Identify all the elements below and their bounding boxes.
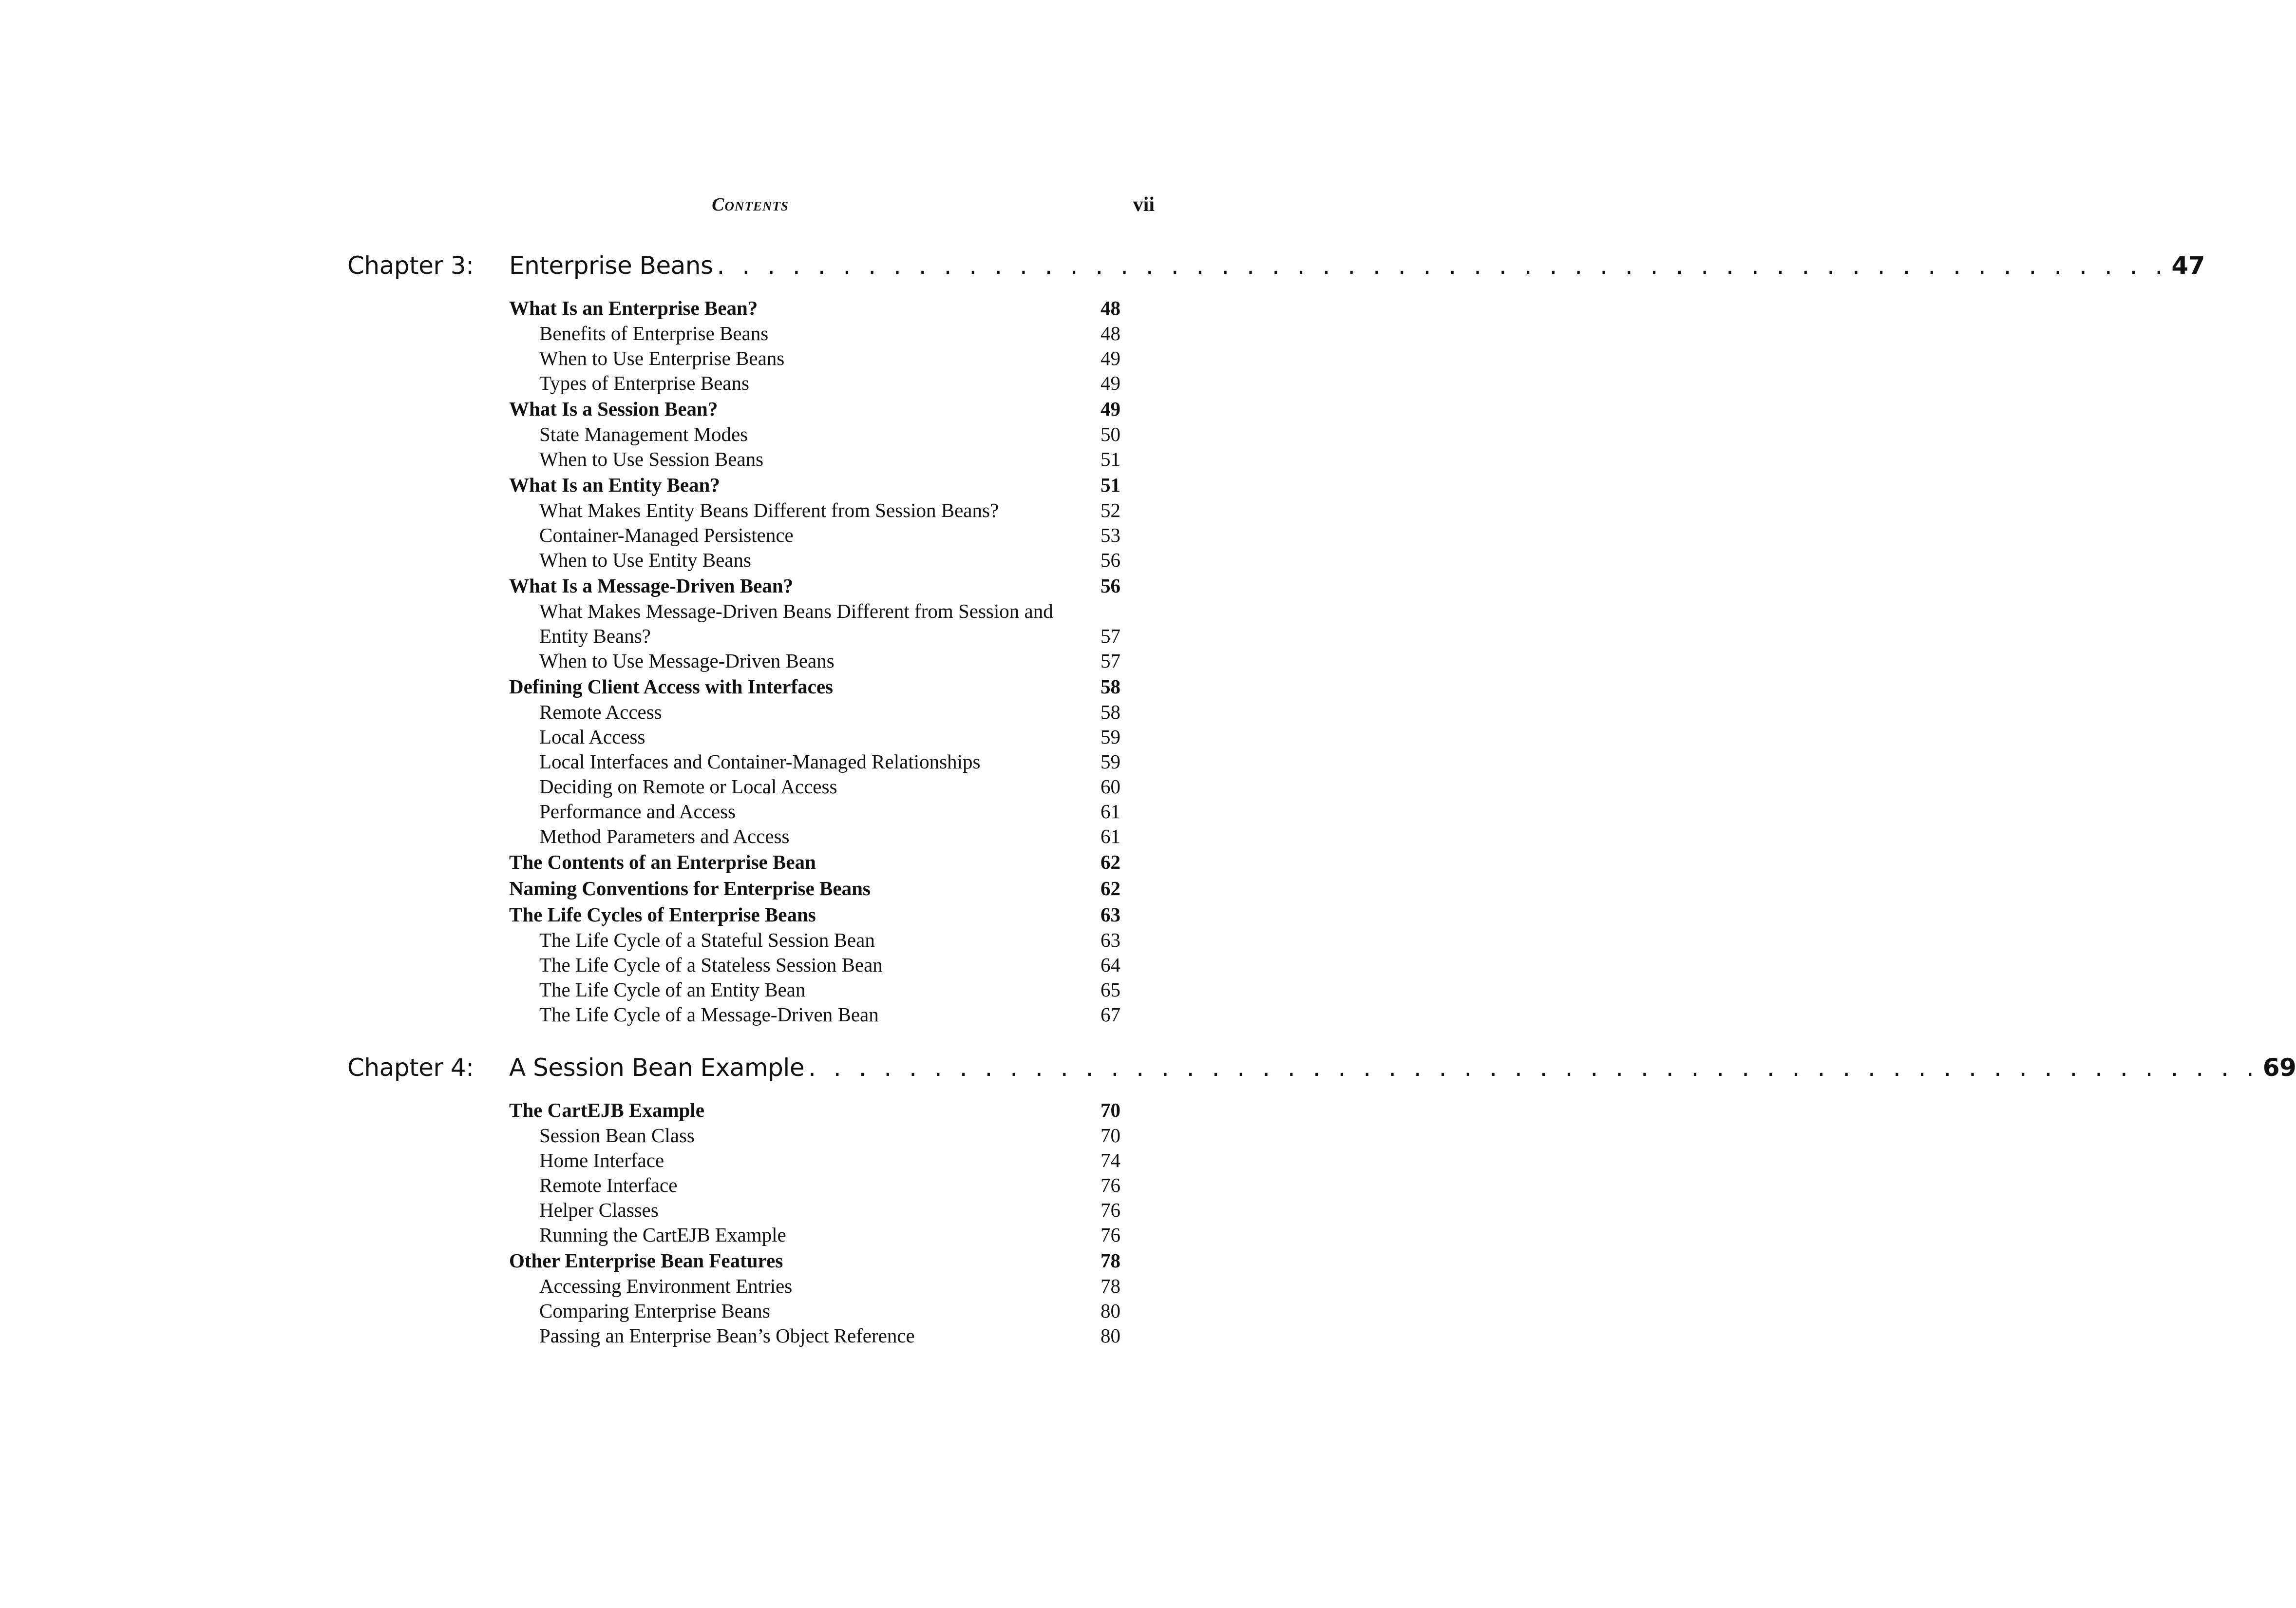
entry-page-number: 57 (1101, 650, 1120, 672)
toc-subsection-entry[interactable] (509, 1198, 1120, 1223)
entry-title: Defining Client Access with Interfaces (509, 675, 834, 698)
chapter-page-number: 47 (2171, 251, 2205, 280)
entry-page-number: 59 (1101, 726, 1120, 748)
entry-title: Deciding on Remote or Local Access (539, 775, 837, 798)
toc-subsection-entry[interactable] (509, 774, 1120, 799)
entry-title: What Is a Message-Driven Bean? (509, 574, 794, 597)
entry-page-number: 49 (1101, 347, 1120, 369)
toc-subsection-entry[interactable] (509, 1223, 1120, 1247)
entry-page-number: 53 (1101, 524, 1120, 546)
toc-section-entry[interactable] (509, 295, 1120, 321)
toc-subsection-entry[interactable] (509, 498, 1120, 523)
entry-page-number: 48 (1101, 322, 1120, 345)
entry-title: What Is an Enterprise Bean? (509, 297, 758, 319)
entry-page-number: 80 (1101, 1324, 1120, 1347)
toc-subsection-entry[interactable] (509, 523, 1120, 548)
entry-title: What Is an Entity Bean? (509, 474, 720, 496)
toc-subsection-entry[interactable] (509, 749, 1120, 774)
toc-subsection-entry[interactable] (509, 371, 1120, 396)
toc-subsection-entry[interactable] (509, 1323, 1120, 1348)
entry-title: Other Enterprise Bean Features (509, 1249, 783, 1272)
toc-subsection-entry[interactable] (509, 1173, 1120, 1198)
chapter-heading (0, 1048, 2296, 1087)
entry-title: When to Use Session Beans (539, 448, 764, 470)
entry-page-number: 64 (1101, 954, 1120, 976)
entry-title: The Life Cycles of Enterprise Beans (509, 903, 816, 926)
chapter-label: Chapter 3: (347, 251, 474, 280)
entry-page-number: 63 (1101, 903, 1120, 926)
entry-page-number: 80 (1101, 1300, 1120, 1322)
entry-title: Running the CartEJB Example (539, 1224, 786, 1246)
toc-section-entry[interactable] (509, 472, 1120, 498)
chapter-heading (0, 246, 2205, 285)
entry-title: Types of Enterprise Beans (539, 372, 749, 394)
entry-title: Local Access (539, 726, 645, 748)
entry-page-number: 50 (1101, 423, 1120, 445)
chapter-3-entries (509, 295, 1120, 1027)
entry-title: Helper Classes (539, 1199, 659, 1221)
toc-subsection-entry[interactable] (509, 725, 1120, 749)
entry-title: Session Bean Class (539, 1124, 695, 1147)
entry-page-number: 49 (1101, 372, 1120, 394)
chapter-label: Chapter 4: (347, 1053, 474, 1082)
chapter-title-row[interactable] (509, 1048, 2296, 1087)
toc-subsection-entry[interactable] (509, 321, 1120, 346)
entry-title: When to Use Enterprise Beans (539, 347, 785, 369)
chapter-3-section (0, 246, 2205, 1026)
entry-page-number: 52 (1101, 499, 1120, 521)
entry-title: Remote Access (539, 701, 662, 723)
dot-leader: . . . . . . . . . . . . . . . . . . . . . . . . . . . . . . . . . . . . . . . . . . . . . . . . . . . . . . . . . . (717, 251, 2168, 280)
toc-subsection-entry[interactable] (509, 422, 1120, 447)
toc-subsection-entry[interactable] (509, 1274, 1120, 1299)
toc-subsection-entry[interactable] (509, 1123, 1120, 1148)
entry-title: Container-Managed Persistence (539, 524, 794, 546)
entry-page-number: 70 (1101, 1099, 1120, 1121)
entry-title: Method Parameters and Access (539, 825, 790, 847)
entry-page-number: 76 (1101, 1224, 1120, 1246)
entry-page-number: 56 (1101, 549, 1120, 571)
toc-subsection-entry[interactable] (509, 447, 1120, 472)
entry-page-number: 62 (1101, 877, 1120, 900)
entry-page-number: 48 (1101, 297, 1120, 319)
entry-page-number: 58 (1101, 675, 1120, 698)
entry-title: Performance and Access (539, 800, 736, 823)
entry-page-number: 76 (1101, 1199, 1120, 1221)
entry-page-number: 76 (1101, 1174, 1120, 1196)
entry-title: What Is a Session Bean? (509, 398, 718, 420)
toc-subsection-entry[interactable] (509, 1002, 1120, 1027)
toc-subsection-entry[interactable] (509, 977, 1120, 1002)
entry-page-number: 61 (1101, 800, 1120, 823)
entry-title: What Makes Entity Beans Different from Session Beans? (539, 499, 999, 521)
entry-page-number: 78 (1101, 1249, 1120, 1272)
chapter-4-section (0, 1048, 2296, 1347)
entry-page-number: 74 (1101, 1149, 1120, 1171)
toc-subsection-entry[interactable] (509, 700, 1120, 725)
entry-title: Home Interface (539, 1149, 664, 1171)
toc-subsection-entry[interactable] (509, 346, 1120, 371)
entry-title: Passing an Enterprise Bean’s Object Reference (539, 1324, 915, 1347)
toc-subsection-entry[interactable] (509, 799, 1120, 824)
toc-section-entry[interactable] (509, 1097, 1120, 1123)
chapter-4-entries (509, 1097, 1120, 1348)
entry-title: Comparing Enterprise Beans (539, 1300, 770, 1322)
toc-subsection-entry[interactable] (509, 928, 1120, 953)
entry-title: Remote Interface (539, 1174, 678, 1196)
entry-title: State Management Modes (539, 423, 748, 445)
entry-page-number: 61 (1101, 825, 1120, 847)
entry-title: Local Interfaces and Container-Managed Relationships (539, 750, 981, 773)
toc-section-entry[interactable] (509, 849, 1120, 875)
running-title: Contents (712, 194, 789, 215)
running-head (0, 190, 1608, 219)
entry-title: The Life Cycle of a Message-Driven Bean (539, 1003, 879, 1026)
entry-title: What Makes Message-Driven Beans Different from Session and Entity Beans? (539, 600, 1053, 647)
entry-page-number: 60 (1101, 775, 1120, 798)
entry-page-number: 56 (1101, 574, 1120, 597)
chapter-title-row[interactable] (509, 246, 2205, 285)
entry-title: The CartEJB Example (509, 1099, 704, 1121)
entry-title: The Life Cycle of a Stateless Session Bean (539, 954, 883, 976)
entry-page-number: 59 (1101, 750, 1120, 773)
entry-title: The Life Cycle of a Stateful Session Bean (539, 929, 875, 951)
chapter-title: Enterprise Beans (509, 251, 713, 280)
toc-section-entry[interactable] (509, 901, 1120, 928)
entry-page-number: 58 (1101, 701, 1120, 723)
chapter-page-number: 69 (2262, 1053, 2296, 1082)
entry-page-number: 70 (1101, 1124, 1120, 1147)
toc-section-entry[interactable] (509, 673, 1120, 700)
entry-title: The Contents of an Enterprise Bean (509, 851, 816, 873)
page-number: vii (1133, 193, 1155, 216)
entry-page-number: 65 (1101, 978, 1120, 1001)
chapter-title: A Session Bean Example (509, 1053, 804, 1082)
entry-page-number: 57 (1101, 625, 1120, 647)
entry-title: Benefits of Enterprise Beans (539, 322, 769, 345)
entry-page-number: 62 (1101, 851, 1120, 873)
entry-title: Accessing Environment Entries (539, 1275, 793, 1297)
toc-subsection-entry[interactable] (509, 649, 1120, 673)
toc-section-entry[interactable] (509, 396, 1120, 422)
toc-subsection-entry[interactable] (509, 1148, 1120, 1173)
toc-section-entry[interactable] (509, 1247, 1120, 1274)
entry-page-number: 51 (1101, 474, 1120, 496)
toc-section-entry[interactable] (509, 875, 1120, 901)
entry-page-number: 63 (1101, 929, 1120, 951)
toc-subsection-entry[interactable] (509, 548, 1120, 573)
toc-subsection-entry[interactable] (509, 953, 1120, 977)
entry-title: The Life Cycle of an Entity Bean (539, 978, 806, 1001)
entry-title: Naming Conventions for Enterprise Beans (509, 877, 871, 900)
toc-subsection-entry[interactable] (509, 599, 1120, 649)
toc-subsection-entry[interactable] (509, 1299, 1120, 1323)
entry-page-number: 67 (1101, 1003, 1120, 1026)
entry-page-number: 49 (1101, 398, 1120, 420)
entry-page-number: 51 (1101, 448, 1120, 470)
toc-subsection-entry[interactable] (509, 824, 1120, 849)
entry-title: When to Use Entity Beans (539, 549, 751, 571)
entry-title: When to Use Message-Driven Beans (539, 650, 835, 672)
dot-leader: . . . . . . . . . . . . . . . . . . . . . . . . . . . . . . . . . . . . . . . . . . . . . . . . . . . . . . . . . . (808, 1053, 2259, 1082)
toc-section-entry[interactable] (509, 573, 1120, 599)
entry-page-number: 78 (1101, 1275, 1120, 1297)
